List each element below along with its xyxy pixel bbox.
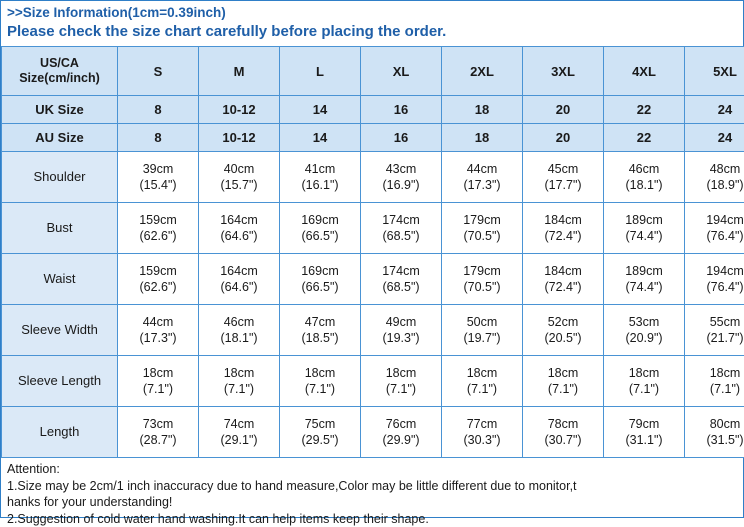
table-row	[2, 305, 744, 356]
measurement-inch: (18.9")	[686, 177, 744, 193]
measurement-cm: 47cm	[281, 314, 359, 330]
measurement-inch: (29.5")	[281, 432, 359, 448]
measurement-cell	[442, 356, 523, 407]
measurement-cell	[685, 305, 744, 356]
measurement-inch: (64.6")	[200, 228, 278, 244]
measurement-cm: 169cm	[281, 212, 359, 228]
measurement-cell	[442, 254, 523, 305]
measurement-inch: (7.1")	[200, 381, 278, 397]
header-size-4xl: 4XL	[604, 47, 685, 96]
measurement-inch: (7.1")	[443, 381, 521, 397]
au-size-row	[2, 124, 744, 152]
measurement-inch: (20.9")	[605, 330, 683, 346]
table-row	[2, 254, 744, 305]
measurement-cm: 194cm	[686, 212, 744, 228]
measurement-inch: (66.5")	[281, 228, 359, 244]
measurement-cm: 159cm	[119, 263, 197, 279]
measurement-cell	[523, 254, 604, 305]
attention-line-2: hanks for your understanding!	[7, 494, 737, 511]
measurement-cm: 76cm	[362, 416, 440, 432]
measurement-cm: 44cm	[443, 161, 521, 177]
measurement-cell	[199, 254, 280, 305]
measurement-inch: (29.9")	[362, 432, 440, 448]
measurement-cell	[199, 305, 280, 356]
measurement-cell	[199, 407, 280, 458]
header-size-m: M	[199, 47, 280, 96]
page-subtitle: Please check the size chart carefully before placing the order.	[1, 22, 743, 46]
measurement-label: Sleeve Length	[2, 356, 118, 407]
measurement-inch: (29.1")	[200, 432, 278, 448]
measurement-cm: 18cm	[443, 365, 521, 381]
header-size-s: S	[118, 47, 199, 96]
measurement-inch: (21.7")	[686, 330, 744, 346]
table-row	[2, 203, 744, 254]
measurement-cell	[118, 152, 199, 203]
au-size-value: 14	[280, 124, 361, 152]
measurement-label: Length	[2, 407, 118, 458]
measurement-cm: 73cm	[119, 416, 197, 432]
measurement-cm: 169cm	[281, 263, 359, 279]
measurement-cell	[280, 305, 361, 356]
measurement-cell	[199, 203, 280, 254]
uk-size-value: 24	[685, 96, 744, 124]
measurement-cell	[604, 152, 685, 203]
attention-note	[1, 458, 743, 527]
corner-header-cell	[2, 47, 118, 96]
measurement-cell	[685, 407, 744, 458]
measurement-cm: 78cm	[524, 416, 602, 432]
measurement-cm: 49cm	[362, 314, 440, 330]
measurement-cell	[118, 203, 199, 254]
measurement-inch: (18.1")	[605, 177, 683, 193]
measurement-cell	[523, 203, 604, 254]
measurement-cm: 45cm	[524, 161, 602, 177]
measurement-cm: 74cm	[200, 416, 278, 432]
measurement-cm: 159cm	[119, 212, 197, 228]
measurement-cm: 174cm	[362, 212, 440, 228]
measurement-inch: (18.5")	[281, 330, 359, 346]
measurement-inch: (7.1")	[281, 381, 359, 397]
measurement-cell	[604, 203, 685, 254]
measurement-inch: (7.1")	[119, 381, 197, 397]
uk-size-value: 8	[118, 96, 199, 124]
measurement-label: Bust	[2, 203, 118, 254]
measurement-inch: (68.5")	[362, 228, 440, 244]
measurement-cell	[199, 152, 280, 203]
uk-size-value: 22	[604, 96, 685, 124]
measurement-cell	[523, 152, 604, 203]
uk-size-row	[2, 96, 744, 124]
measurement-inch: (17.7")	[524, 177, 602, 193]
measurement-cell	[361, 356, 442, 407]
measurement-cell	[604, 356, 685, 407]
measurement-cm: 18cm	[605, 365, 683, 381]
measurement-cell	[118, 254, 199, 305]
table-header-row	[2, 47, 744, 96]
measurement-inch: (72.4")	[524, 279, 602, 295]
measurement-inch: (20.5")	[524, 330, 602, 346]
au-size-label: AU Size	[2, 124, 118, 152]
measurement-cell	[361, 407, 442, 458]
measurement-inch: (74.4")	[605, 228, 683, 244]
measurement-cm: 184cm	[524, 212, 602, 228]
measurement-cell	[118, 356, 199, 407]
au-size-value: 16	[361, 124, 442, 152]
measurement-cell	[361, 203, 442, 254]
measurement-cell	[280, 152, 361, 203]
measurement-cm: 174cm	[362, 263, 440, 279]
header-size-l: L	[280, 47, 361, 96]
header-size-5xl: 5XL	[685, 47, 744, 96]
measurement-cm: 18cm	[524, 365, 602, 381]
measurement-cell	[118, 407, 199, 458]
measurement-label: Sleeve Width	[2, 305, 118, 356]
measurement-cm: 44cm	[119, 314, 197, 330]
measurement-inch: (70.5")	[443, 228, 521, 244]
measurement-inch: (19.3")	[362, 330, 440, 346]
measurement-inch: (16.1")	[281, 177, 359, 193]
measurement-cell	[523, 407, 604, 458]
measurement-cell	[685, 203, 744, 254]
attention-line-1: 1.Size may be 2cm/1 inch inaccuracy due to hand measure,Color may be little different due to monitor,t	[7, 478, 737, 495]
measurement-inch: (30.7")	[524, 432, 602, 448]
measurement-inch: (7.1")	[362, 381, 440, 397]
measurement-inch: (28.7")	[119, 432, 197, 448]
measurement-cell	[523, 356, 604, 407]
measurement-inch: (74.4")	[605, 279, 683, 295]
measurement-cell	[280, 407, 361, 458]
measurement-inch: (62.6")	[119, 279, 197, 295]
measurement-inch: (7.1")	[524, 381, 602, 397]
measurement-inch: (31.5")	[686, 432, 744, 448]
measurement-cell	[685, 152, 744, 203]
uk-size-value: 14	[280, 96, 361, 124]
measurement-cm: 179cm	[443, 212, 521, 228]
measurement-cm: 18cm	[686, 365, 744, 381]
measurement-cell	[361, 152, 442, 203]
header-size-xl: XL	[361, 47, 442, 96]
uk-size-value: 16	[361, 96, 442, 124]
measurement-cm: 194cm	[686, 263, 744, 279]
measurement-cm: 18cm	[281, 365, 359, 381]
measurement-cell	[685, 356, 744, 407]
measurement-inch: (17.3")	[119, 330, 197, 346]
measurement-inch: (76.4")	[686, 279, 744, 295]
measurement-label: Waist	[2, 254, 118, 305]
header-size-2xl: 2XL	[442, 47, 523, 96]
measurement-cell	[523, 305, 604, 356]
au-size-value: 18	[442, 124, 523, 152]
header-size-3xl: 3XL	[523, 47, 604, 96]
measurement-cm: 164cm	[200, 212, 278, 228]
measurement-cm: 80cm	[686, 416, 744, 432]
measurement-inch: (72.4")	[524, 228, 602, 244]
measurement-cell	[442, 152, 523, 203]
measurement-cm: 53cm	[605, 314, 683, 330]
measurement-inch: (64.6")	[200, 279, 278, 295]
measurement-cell	[604, 407, 685, 458]
measurement-cm: 189cm	[605, 212, 683, 228]
measurement-inch: (16.9")	[362, 177, 440, 193]
measurement-cm: 46cm	[200, 314, 278, 330]
au-size-value: 22	[604, 124, 685, 152]
measurement-cell	[118, 305, 199, 356]
attention-line-3: 2.Suggestion of cold water hand washing.It can help items keep their shape.	[7, 511, 737, 527]
measurement-cell	[604, 305, 685, 356]
measurement-cell	[685, 254, 744, 305]
uk-size-label: UK Size	[2, 96, 118, 124]
measurement-cm: 43cm	[362, 161, 440, 177]
measurement-cell	[442, 305, 523, 356]
measurement-cm: 50cm	[443, 314, 521, 330]
measurement-cm: 46cm	[605, 161, 683, 177]
uk-size-value: 18	[442, 96, 523, 124]
measurement-inch: (15.4")	[119, 177, 197, 193]
measurement-cm: 18cm	[362, 365, 440, 381]
attention-title: Attention:	[7, 461, 737, 478]
measurement-cm: 79cm	[605, 416, 683, 432]
measurement-cell	[442, 407, 523, 458]
measurement-cm: 189cm	[605, 263, 683, 279]
measurement-cm: 40cm	[200, 161, 278, 177]
au-size-value: 10-12	[199, 124, 280, 152]
measurement-inch: (76.4")	[686, 228, 744, 244]
page-title: >>Size Information(1cm=0.39inch)	[1, 1, 743, 22]
measurement-cm: 179cm	[443, 263, 521, 279]
measurement-cm: 48cm	[686, 161, 744, 177]
measurement-cm: 18cm	[119, 365, 197, 381]
au-size-value: 20	[523, 124, 604, 152]
table-row	[2, 356, 744, 407]
measurement-cm: 39cm	[119, 161, 197, 177]
size-chart-table	[1, 46, 744, 458]
measurement-inch: (7.1")	[686, 381, 744, 397]
measurement-inch: (70.5")	[443, 279, 521, 295]
measurement-inch: (18.1")	[200, 330, 278, 346]
uk-size-value: 20	[523, 96, 604, 124]
measurement-cell	[280, 203, 361, 254]
measurement-cm: 52cm	[524, 314, 602, 330]
au-size-value: 8	[118, 124, 199, 152]
measurement-inch: (17.3")	[443, 177, 521, 193]
uk-size-value: 10-12	[199, 96, 280, 124]
measurement-cm: 164cm	[200, 263, 278, 279]
measurement-inch: (66.5")	[281, 279, 359, 295]
measurement-inch: (31.1")	[605, 432, 683, 448]
measurement-cell	[361, 254, 442, 305]
measurement-cell	[361, 305, 442, 356]
measurement-inch: (30.3")	[443, 432, 521, 448]
measurement-cell	[442, 203, 523, 254]
table-row	[2, 152, 744, 203]
measurement-label: Shoulder	[2, 152, 118, 203]
corner-header-line2: Size(cm/inch)	[19, 71, 100, 85]
measurement-inch: (19.7")	[443, 330, 521, 346]
au-size-value: 24	[685, 124, 744, 152]
measurement-cm: 41cm	[281, 161, 359, 177]
corner-header-line1: US/CA	[40, 56, 79, 70]
measurement-cm: 77cm	[443, 416, 521, 432]
measurement-cell	[280, 254, 361, 305]
measurement-cell	[199, 356, 280, 407]
measurement-inch: (62.6")	[119, 228, 197, 244]
measurement-cell	[280, 356, 361, 407]
measurement-inch: (68.5")	[362, 279, 440, 295]
measurement-cell	[604, 254, 685, 305]
measurement-cm: 18cm	[200, 365, 278, 381]
measurement-cm: 75cm	[281, 416, 359, 432]
measurement-inch: (7.1")	[605, 381, 683, 397]
measurement-cm: 184cm	[524, 263, 602, 279]
table-row	[2, 407, 744, 458]
measurement-cm: 55cm	[686, 314, 744, 330]
measurement-inch: (15.7")	[200, 177, 278, 193]
